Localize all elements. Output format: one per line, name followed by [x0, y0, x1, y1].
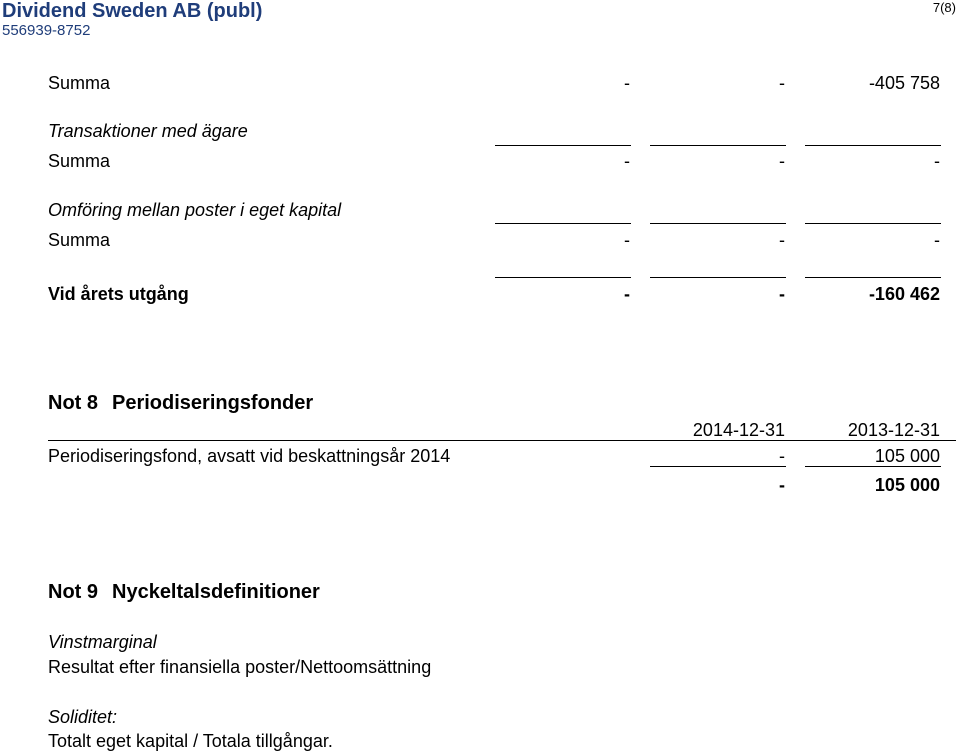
note8-heading — [48, 392, 313, 415]
row-summa-2-c1: - — [624, 151, 630, 171]
row-arets-utgang-c1: - — [624, 284, 630, 304]
underline-c1 — [495, 277, 631, 278]
underline-c2 — [650, 145, 786, 146]
row-summa-3-c3: - — [934, 230, 940, 250]
underline-c2 — [650, 277, 786, 278]
note8-row-label: Periodiseringsfond, avsatt vid beskattningsår 2014 — [48, 446, 451, 466]
underline-c3 — [805, 277, 941, 278]
note8-total-c2: 105 000 — [874, 475, 940, 495]
row-summa-1-c2: - — [779, 73, 785, 93]
note8-title: Periodiseringsfonder — [112, 392, 314, 414]
note8-col-2014: 2014-12-31 — [692, 420, 785, 440]
note8-total-c1: - — [779, 475, 785, 495]
company-name: Dividend Sweden AB (publ) — [2, 0, 263, 22]
page-number: 7(8) — [932, 0, 956, 15]
note9-vinstmarginal-text: Resultat efter finansiella poster/Nettoomsättning — [48, 657, 432, 677]
note9-vinstmarginal-heading: Vinstmarginal — [48, 632, 157, 652]
note9-soliditet-text: Totalt eget kapital / Totala tillgångar. — [48, 731, 333, 751]
note8-row-c1: - — [779, 446, 785, 466]
row-summa-2-c3: - — [934, 151, 940, 171]
underline-c1 — [495, 145, 631, 146]
row-summa-2-label: Summa — [48, 151, 111, 171]
row-arets-utgang-label: Vid årets utgång — [48, 284, 189, 304]
note9-title: Nyckeltalsdefinitioner — [112, 581, 320, 603]
note8-col-2013: 2013-12-31 — [847, 420, 940, 440]
row-summa-3-c2: - — [779, 230, 785, 250]
underline-c3 — [805, 145, 941, 146]
note8-number: Not 8 — [48, 392, 98, 414]
note8-row-c2: 105 000 — [874, 446, 940, 466]
note8-underline-c1 — [650, 466, 786, 467]
note8-header-rule — [48, 440, 956, 441]
note9-heading — [48, 581, 320, 604]
note9-soliditet-heading: Soliditet: — [48, 707, 118, 727]
row-summa-3-label: Summa — [48, 230, 111, 250]
org-number: 556939-8752 — [2, 22, 91, 39]
row-arets-utgang-c2: - — [779, 284, 785, 304]
row-summa-2-c2: - — [779, 151, 785, 171]
row-transaktioner-label: Transaktioner med ägare — [48, 121, 248, 141]
row-summa-1-label: Summa — [48, 73, 111, 93]
underline-c3 — [805, 223, 941, 224]
row-summa-3-c1: - — [624, 230, 630, 250]
row-summa-1-c1: - — [624, 73, 630, 93]
underline-c1 — [495, 223, 631, 224]
row-summa-1-c3: -405 758 — [868, 73, 940, 93]
underline-c2 — [650, 223, 786, 224]
note9-number: Not 9 — [48, 581, 98, 603]
row-omforing-label: Omföring mellan poster i eget kapital — [48, 200, 342, 220]
note8-underline-c2 — [805, 466, 941, 467]
row-arets-utgang-c3: -160 462 — [868, 284, 940, 304]
